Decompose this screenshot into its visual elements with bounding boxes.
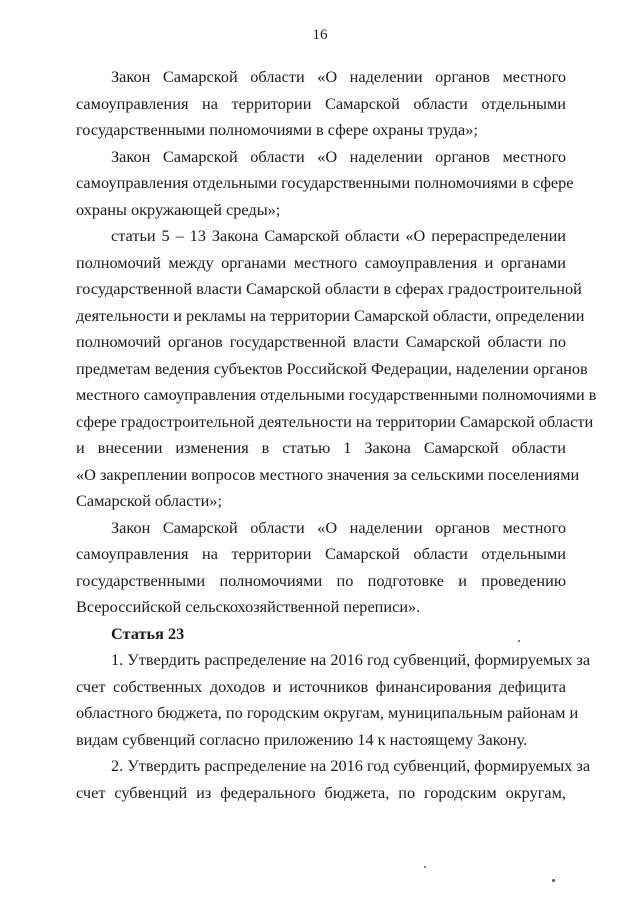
text-line: счет собственных доходов и источников финансирования дефицита <box>76 676 566 696</box>
text-line: 2. Утвердить распределение на 2016 год субвенций, формируемых за <box>111 756 591 775</box>
paragraph <box>76 64 566 144</box>
text-line: охраны окружающей среды»; <box>76 199 281 219</box>
text-line: предметам ведения субъектов Российской Федерации, наделении органов <box>76 358 588 378</box>
text-line: сфере градостроительной деятельности на территории Самарской области <box>76 411 594 431</box>
text-line: счет субвенций из федерального бюджета, по городским округам, <box>76 782 566 802</box>
text-line: Всероссийской сельскохозяйственной переписи». <box>76 597 421 616</box>
text-line: государственными полномочиями в сфере охраны труда»; <box>76 120 478 139</box>
text-line: самоуправления отдельными государственными полномочиями в сфере <box>76 173 574 192</box>
text-line: статьи 5 – 13 Закона Самарской области «О перераспределении <box>111 226 566 245</box>
text-line: Закон Самарской области «О наделении органов местного <box>111 67 566 86</box>
text-line: 1. Утвердить распределение на 2016 год субвенций, формируемых за <box>111 650 591 669</box>
text-line: местного самоуправления отдельными государственными полномочиями в <box>76 385 597 404</box>
scan-speck <box>424 866 426 868</box>
text-line: самоуправления на территории Самарской области отдельными <box>76 93 566 113</box>
text-line: самоуправления на территории Самарской области отдельными <box>76 544 566 563</box>
text-line: «О закреплении вопросов местного значения за сельскими поселениями <box>76 464 580 484</box>
document-body <box>76 64 597 806</box>
scan-speck <box>518 640 520 642</box>
paragraph <box>76 647 591 753</box>
text-line: полномочий между органами местного самоуправления и органами <box>76 252 566 272</box>
text-line: Самарской области»; <box>76 491 222 510</box>
text-line: видам субвенций согласно приложению 14 к настоящему Закону. <box>76 729 528 749</box>
scan-speck <box>552 879 555 882</box>
paragraph <box>76 223 597 515</box>
paragraph <box>76 515 566 621</box>
text-line: Закон Самарской области «О наделении органов местного <box>111 146 566 166</box>
text-line: областного бюджета, по городским округам, муниципальным районам и <box>76 703 579 722</box>
article-heading: Статья 23 <box>111 623 185 643</box>
text-line: полномочий органов государственной власти Самарской области по <box>76 332 566 351</box>
text-line: и внесении изменения в статью 1 Закона Самарской области <box>76 438 566 457</box>
page-number: 16 <box>312 27 328 43</box>
paragraph <box>76 753 591 806</box>
text-line: Закон Самарской области «О наделении органов местного <box>111 517 566 537</box>
text-line: государственной власти Самарской области в сферах градостроительной <box>76 279 582 298</box>
text-line: государственными полномочиями по подготовке и проведению <box>76 570 566 590</box>
text-line: деятельности и рекламы на территории Самарской области, определении <box>76 305 585 325</box>
paragraph <box>76 144 574 224</box>
